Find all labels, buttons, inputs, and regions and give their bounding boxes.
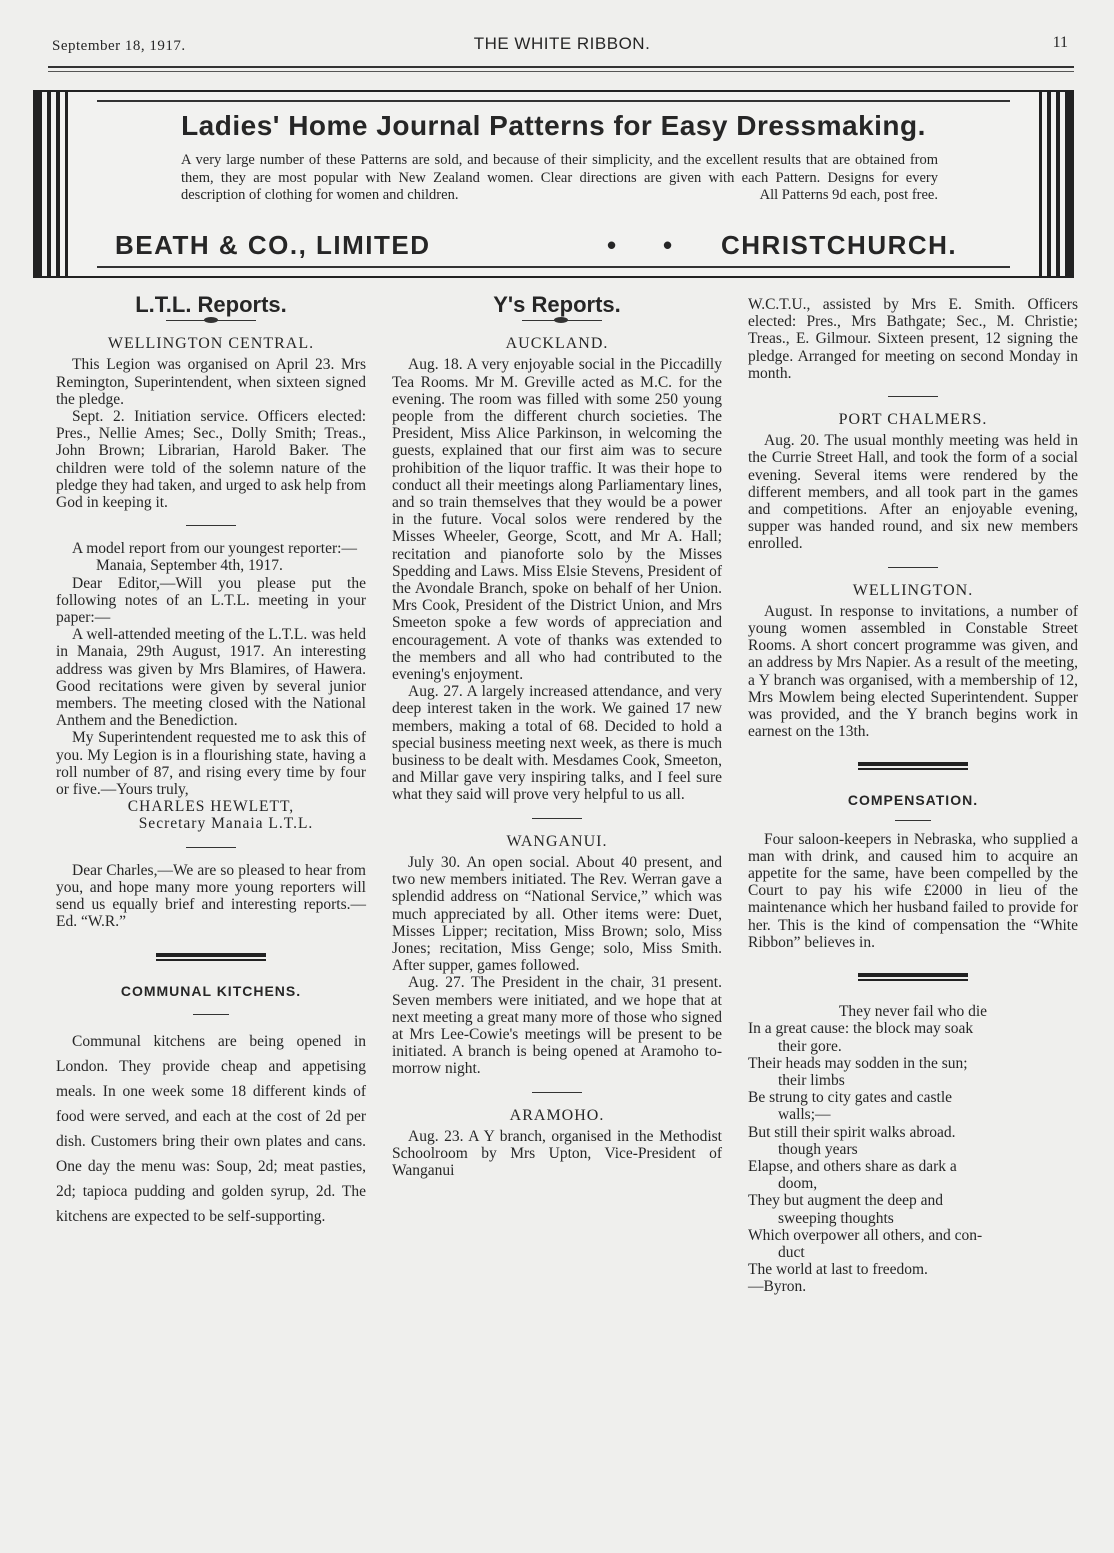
issue-date: September 18, 1917. [52,38,186,54]
double-rule [858,973,968,981]
double-rule [858,762,968,770]
location-aramoho: ARAMOHO. [509,1106,605,1124]
location-wellington: WELLINGTON. [852,581,974,599]
paragraph: July 30. An open social. About 40 present, and two new members initiated. The Rev. Werran gave a splendid address on “National Service,” which was much appreciated by all. Other items were: Duet, Misses Lipper; recitation, Miss Brown; solo, Miss Jones; recitation, Miss Genge; solo, Miss Smith. After supper, games followed. [392,853,722,975]
ad-copy [181,152,938,205]
poem-line: Their heads may sodden in the sun; [748,1054,968,1072]
poem [748,1003,1078,1295]
separator [888,396,938,397]
separator [895,820,931,821]
poem-line: duct [778,1243,805,1261]
location-wellington-central: WELLINGTON CENTRAL. [107,335,315,353]
ad-description: A very large number of these Patterns are sold, and because of their simplicity, and the excellent results that are obtained from them, they are most popular with New Zealand women. Clear directions are given with each Pattern. Designs for every description of clothing for women and children. [181,152,938,203]
header-rule-thin [48,71,1074,72]
ad-price: All Patterns 9d each, post free. [759,187,938,203]
separator [186,525,236,526]
poem-line: Be strung to city gates and castle [748,1089,953,1107]
bullet-1: • [607,230,618,260]
poem-line: sweeping thoughts [778,1209,894,1227]
double-rule [156,953,266,961]
column-1 [56,292,366,1229]
paragraph: Aug. 20. The usual monthly meeting was held in the Currie Street Hall, and took the form of a social evening. Several items were rendered by the different members, and all took part in the games and competitions. After an enjoyable evening, supper was handed round, and six new members enrolled. [748,432,1078,553]
newspaper-title: THE WHITE RIBBON. [473,34,651,53]
location-auckland: AUCKLAND. [505,335,609,353]
poem-line: But still their spirit walks abroad. [748,1123,956,1141]
location-wanganui: WANGANUI. [506,832,608,850]
paragraph: Aug. 23. A Y branch, organised in the Methodist Schoolroom by Mrs Upton, Vice-President of Wanganui [392,1127,722,1180]
poem-line: The world at last to freedom. [748,1261,928,1279]
paragraph: Dear Editor,—Will you please put the following notes of an L.T.L. meeting in your paper:— [56,574,366,627]
dateline: Manaia, September 4th, 1917. [96,557,283,575]
separator [532,1092,582,1093]
location-port-chalmers: PORT CHALMERS. [838,411,988,429]
paragraph: Aug. 27. The President in the chair, 31 present. Seven members were initiated, and we hope that at next meeting a great many more of those who signed at Mrs Lee-Cowie's meetings will be present to be initiated. A branch is being opened at Aramoho to-morrow night. [392,974,722,1078]
poem-line: walls;— [778,1106,831,1124]
poem-line: Which overpower all others, and con- [748,1226,983,1244]
separator [532,818,582,819]
poem-line: In a great cause: the block may soak [748,1020,974,1038]
paragraph: Four saloon-keepers in Nebraska, who supplied a man with drink, and caused him to acquire an appetite for the same, have been compelled by the Court to pay his wife £2000 in lieu of the maintenance which her husband failed to provide for her. This is the kind of compensation the “White Ribbon” believes in. [748,830,1078,951]
column-2 [392,292,722,1180]
poem-line: their gore. [778,1037,842,1055]
bullet-2: • [663,230,674,260]
column-3 [748,296,1078,1296]
header-rule [48,66,1074,68]
paragraph: W.C.T.U., assisted by Mrs E. Smith. Officers elected: Pres., Mrs Bathgate; Sec., M. Christie; Treas., E. Gilmour. Sixteen present, 12 signing the pledge. Arranged for meeting on second Monday in month. [748,296,1078,382]
ys-reports-title: Y's Reports. [493,292,621,317]
paragraph: This Legion was organised on April 23. Mrs Remington, Superintendent, when sixteen signed the pledge. [56,356,366,408]
ltl-reports-title: L.T.L. Reports. [135,292,287,317]
poem-line: doom, [778,1175,818,1193]
poem-line: though years [778,1140,858,1158]
page-number: 11 [1052,34,1068,51]
signature: CHARLES HEWLETT, [127,798,295,816]
communal-kitchens-title: COMMUNAL KITCHENS. [120,982,302,999]
paragraph: Communal kitchens are being opened in London. They provide cheap and appetising meals. In one week some 18 different kinds of food were served, and each at the cost of 2d per dish. Customers bring their own plates and cans. One day the menu was: Soup, 2d; meat pasties, 2d; tapioca pudding and golden syrup, 2d. The kitchens are expected to be self-supporting. [56,1032,366,1225]
paragraph: My Superintendent requested me to ask this of you. My Legion is in a flourishing state, having a roll number of 87, and rising every time by four or five.—Yours truly, [56,729,366,799]
signature-role: Secretary Manaia L.T.L. [138,815,314,833]
paragraph: Aug. 18. A very enjoyable social in the Piccadilly Tea Rooms. Mr M. Greville acted as M.C. for the evening. The room was filled with some 250 young people from the different church societies. The President, Miss Alice Parkinson, in welcoming the guests, explained that our first aim was to secure prohibition of the liquor traffic. It was their hope to conduct all their meetings along Parliamentary lines, and so train themselves that they would be a power in the future. Vocal solos were rendered by the Misses Wheeler, George, Scott, and Mr A. Hall; recitation and pianoforte solo by the Misses Spedding and Laws. Miss Elsie Stevens, President of the Avondale Branch, spoke on behalf of her Union. Mrs Cook, President of the District Union, and Mrs Smeeton spoke a few words of appreciation and encouragement. A vote of thanks was extended to the members and all who had contributed to the evening's enjoyment. [392,356,722,684]
compensation-title: COMPENSATION. [847,792,979,809]
title-ornament [56,313,366,327]
ad-border-left [35,92,75,276]
firm-name: BEATH & CO., LIMITED [115,230,431,260]
title-ornament [392,313,722,327]
page-header [52,32,1072,58]
separator [193,1014,229,1015]
poem-author: —Byron. [748,1278,807,1296]
poem-line: Elapse, and others share as dark a [748,1157,957,1175]
firm-city: CHRISTCHURCH. [721,230,958,260]
paragraph: A model report from our youngest reporter:— [72,540,357,558]
paragraph: August. In response to invitations, a number of young women assembled in Constable Street Rooms. A short concert programme was given, and an address by Mrs Napier. As a result of the meeting, a Y branch was organised, with a membership of 12, Mrs Mowlem being elected Superintendent. Supper was provided, and the Y branch begins work in earnest on the 13th. [748,602,1078,741]
poem-line: They never fail who die [838,1003,988,1021]
advertisement-box [33,90,1074,278]
separator [186,847,236,848]
paragraph: Dear Charles,—We are so pleased to hear from you, and hope many more young reporters will send us equally brief and interesting reports.—Ed. “W.R.” [56,861,366,931]
paragraph: A well-attended meeting of the L.T.L. was held in Manaia, 29th August, 1917. An interesting address was given by Mrs Blamires, of Hawera. Good recitations were given by several junior members. The meeting closed with the National Anthem and the Benediction. [56,626,366,730]
ad-headline: Ladies' Home Journal Patterns for Easy Dressmaking. [181,110,926,141]
poem-line: They but augment the deep and [748,1192,943,1210]
separator [888,567,938,568]
poem-line: their limbs [778,1071,845,1089]
ad-content [97,100,1010,268]
ad-border-right [1032,92,1072,276]
paragraph: Sept. 2. Initiation service. Officers elected: Pres., Nellie Ames; Sec., Dolly Smith; Treas., John Brown; Librarian, Harold Baker. The children were told of the solemn nature of the pledge they had taken, and urged to ask help from God in keeping it. [56,408,366,512]
paragraph: Aug. 27. A largely increased attendance, and very deep interest taken in the work. We gained 17 new members, making a total of 68. Decided to hold a special business meeting next week, as there is much business to be dealt with. Mesdames Cook, Smeeton, and Millar gave very inspiring talks, and I feel sure what they said will prove very helpful to us all. [392,683,722,804]
